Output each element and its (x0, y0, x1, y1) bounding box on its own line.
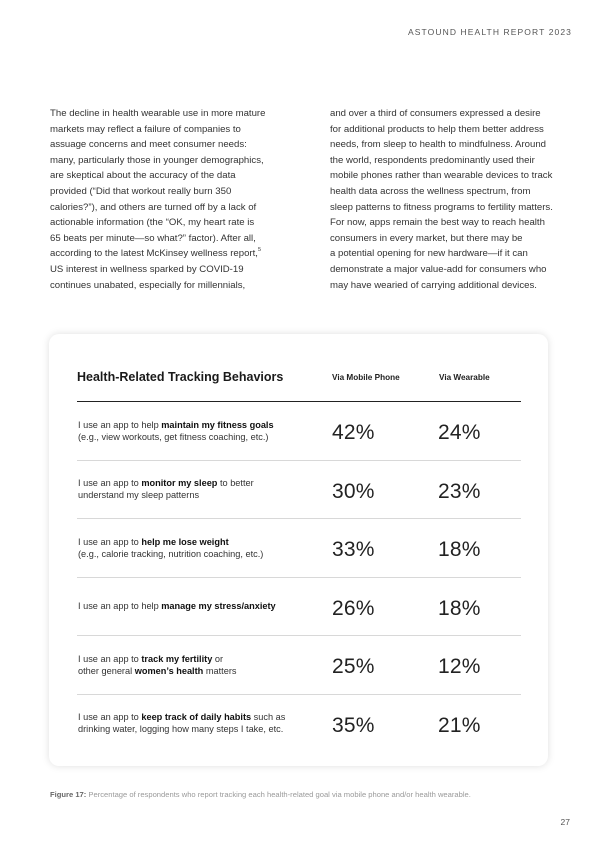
label-text: such as (251, 712, 286, 723)
column-header-wearable: Via Wearable (439, 373, 490, 382)
tracking-behaviors-table (49, 334, 548, 766)
behavior-line-2 (78, 665, 236, 677)
label-text: (e.g., calorie tracking, nutrition coaching, etc.) (78, 548, 264, 559)
label-text: I use an app to (78, 536, 142, 547)
table-row (77, 578, 521, 637)
label-text: I use an app to (78, 712, 142, 723)
label-emphasis: monitor my sleep (141, 478, 218, 489)
table-row (77, 636, 521, 695)
behavior-label (78, 695, 293, 753)
table-body (77, 402, 521, 752)
behavior-line-2 (78, 723, 285, 735)
label-text: to better (217, 478, 254, 489)
label-emphasis: keep track of daily habits (141, 712, 252, 723)
label-emphasis: help me lose weight (141, 536, 229, 547)
mobile-phone-percentage: 30% (332, 479, 375, 503)
page-number: 27 (560, 817, 570, 827)
label-emphasis: manage my stress/anxiety (161, 601, 276, 612)
figure-label: Figure 17: (50, 790, 87, 799)
body-column-right: and over a third of consumers expressed a desire for additional products to help them better address needs, from sleep to health to mindfulness. Around the world, respondents predominantly used their mobile phones rather than wearable devices to track health data across the wellness spectrum, from sleep patterns to fitness programs to fertility matters. For now, apps remain the best way to reach health consumers in every market, but there may be a potential opening for new hardware—if it can demonstrate a major value-add for consumers who may have wearied of carrying additional devices. (330, 108, 553, 291)
column-header-mobile-phone: Via Mobile Phone (332, 373, 400, 382)
label-text: understand my sleep patterns (78, 490, 200, 501)
table-title: Health-Related Tracking Behaviors (77, 370, 284, 384)
behavior-label (78, 402, 293, 460)
label-emphasis: track my fertility (141, 653, 213, 664)
mobile-phone-percentage: 35% (332, 713, 375, 737)
label-text: (e.g., view workouts, get fitness coaching, etc.) (78, 431, 269, 442)
behavior-label (78, 636, 293, 694)
label-text: other general (78, 665, 135, 676)
behavior-line-2 (78, 548, 263, 560)
behavior-line-1 (78, 600, 276, 612)
wearable-percentage: 23% (438, 479, 481, 503)
mobile-phone-percentage: 26% (332, 596, 375, 620)
behavior-line-1 (78, 653, 236, 665)
label-emphasis: women’s health (134, 665, 204, 676)
behavior-line-1 (78, 711, 285, 723)
caption-text: Percentage of respondents who report tracking each health-related goal via mobile phone and/or health wearable. (86, 790, 471, 799)
label-text: I use an app to help (78, 419, 162, 430)
mobile-phone-percentage: 33% (332, 538, 375, 561)
mobile-phone-percentage: 42% (332, 421, 375, 444)
figure-caption (50, 790, 471, 799)
label-text: I use an app to (78, 653, 142, 664)
behavior-line-1 (78, 477, 254, 489)
behavior-label (78, 578, 293, 636)
wearable-percentage: 12% (438, 655, 481, 678)
label-text: or (212, 653, 224, 664)
wearable-percentage: 24% (438, 421, 481, 444)
footnote-reference[interactable]: 5 (257, 247, 262, 254)
behavior-label (78, 519, 293, 577)
label-text: matters (203, 665, 237, 676)
behavior-line-1 (78, 536, 263, 548)
running-head: ASTOUND HEALTH REPORT 2023 (407, 27, 572, 37)
behavior-line-2 (78, 431, 274, 443)
wearable-percentage: 18% (438, 596, 481, 620)
left-column-text-continued: US interest in wellness sparked by COVID-19 continues unabated, especially for millennials, (50, 263, 246, 291)
table-row (77, 402, 521, 461)
body-column-left (50, 106, 285, 293)
behavior-label (78, 461, 293, 519)
mobile-phone-percentage: 25% (332, 655, 375, 678)
label-text: I use an app to (78, 478, 142, 489)
wearable-percentage: 18% (438, 538, 481, 561)
left-column-text: The decline in health wearable use in more mature markets may reflect a failure of companies to assuage concerns and meet consumer needs: many, particularly those in younger demographics, are skeptical about the accuracy of the data provided (“Did that workout really burn 350 calories?”), and others are turned off by a lack of actionable information (the “OK, my heart rate is 65 beats per minute—so what?” factor). After all, according to the latest McKinsey wellness report, (50, 108, 266, 260)
label-emphasis: maintain my fitness goals (161, 419, 274, 430)
wearable-percentage: 21% (438, 713, 481, 737)
behavior-line-1 (78, 419, 274, 431)
label-text: I use an app to help (78, 601, 162, 612)
table-row (77, 461, 521, 520)
behavior-line-2 (78, 489, 254, 501)
table-row (77, 695, 521, 753)
table-row (77, 519, 521, 578)
label-text: drinking water, logging how many steps I take, etc. (78, 724, 284, 735)
